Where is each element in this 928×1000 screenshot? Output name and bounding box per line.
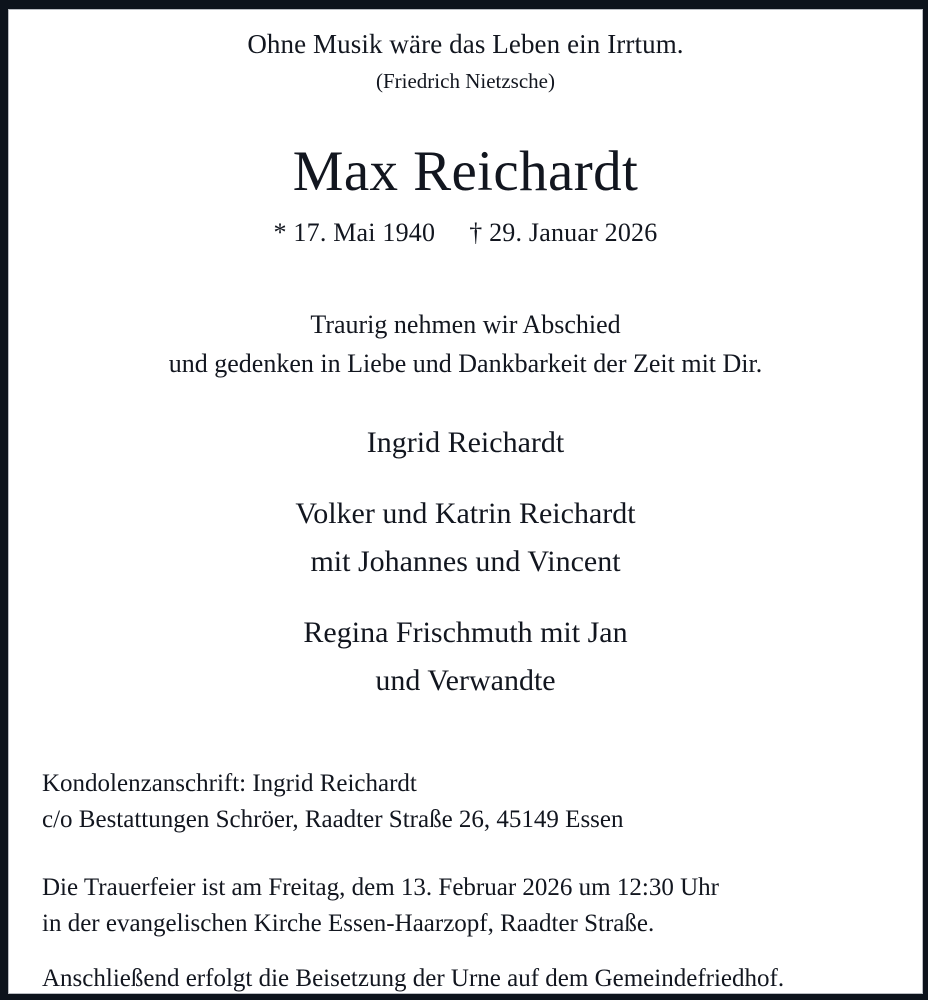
family-group [35,609,896,706]
farewell-line-2: und gedenken in Liebe und Dankbarkeit der Zeit mit Dir. [168,349,763,379]
family-names-block [35,419,896,706]
family-group [35,490,896,587]
farewell-line-1: Traurig nehmen wir Abschied [310,310,621,340]
family-line: Volker und Katrin Reichardt [295,496,636,530]
ceremony-line-1: Die Trauerfeier ist am Freitag, dem 13. Februar 2026 um 12:30 Uhr [42,874,719,902]
family-line: mit Johannes und Vincent [310,545,621,579]
ceremony-line-2: in der evangelischen Kirche Essen-Haarzopf, Raadter Straße. [42,909,655,937]
ceremony-details-block [35,870,896,997]
condolence-line-1: Kondolenzanschrift: Ingrid Reichardt [42,770,417,798]
deceased-name: Max Reichardt [292,140,639,204]
birth-date: * 17. Mai 1940 [273,218,436,248]
ceremony-line-3: Anschließend erfolgt die Beisetzung der Urne auf dem Gemeindefriedhof. [42,965,785,993]
family-line: und Verwandte [375,664,556,698]
death-date: † 29. Januar 2026 [469,218,658,248]
quote-attribution: (Friedrich Nietzsche) [375,68,555,93]
family-line: Ingrid Reichardt [366,426,565,460]
farewell-block [35,305,896,383]
condolence-address-block [35,766,896,837]
quote-block [35,10,896,95]
family-group [35,419,896,468]
deceased-dates [35,218,896,248]
condolence-line-2: c/o Bestattungen Schröer, Raadter Straße 26, 45149 Essen [42,805,624,833]
quote-text: Ohne Musik wäre das Leben ein Irrtum. [247,29,684,59]
family-line: Regina Frischmuth mit Jan [303,615,628,649]
deceased-block [35,142,896,248]
obituary-notice-card [8,9,923,994]
